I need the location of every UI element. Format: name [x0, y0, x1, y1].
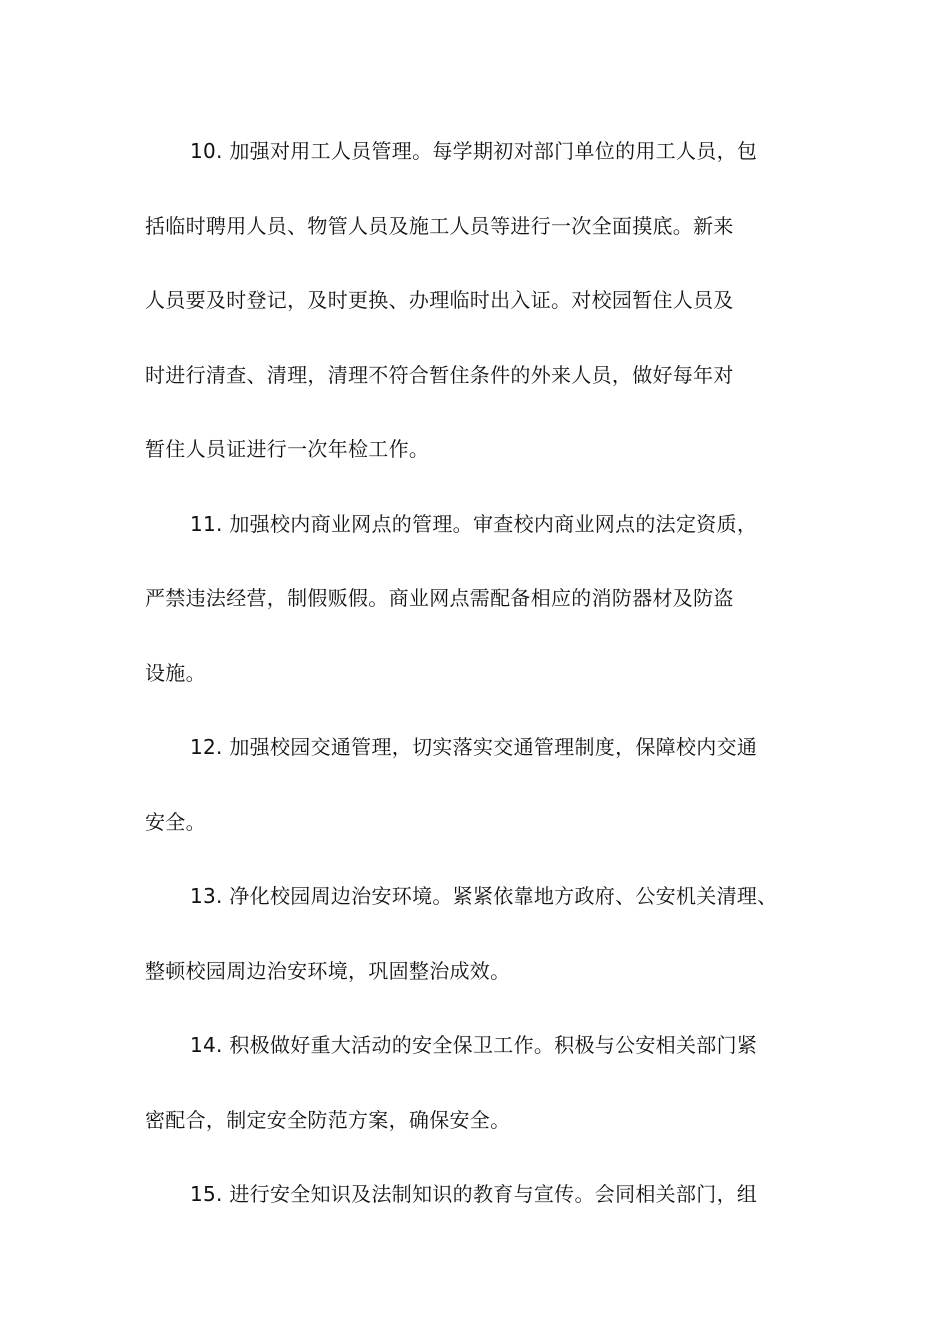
document-body: [145, 128, 810, 1246]
paragraph-line: 13. 净化校园周边治安环境。紧紧依靠地方政府、公安机关清理、: [190, 884, 778, 908]
paragraph-line: 严禁违法经营，制假贩假。商业网点需配备相应的消防器材及防盗: [145, 586, 734, 610]
paragraph-line: 暂住人员证进行一次年检工作。: [145, 437, 430, 461]
paragraph-line: 人员要及时登记，及时更换、办理临时出入证。对校园暂住人员及: [145, 288, 734, 312]
paragraph-line: 14. 积极做好重大活动的安全保卫工作。积极与公安相关部门紧: [190, 1033, 758, 1057]
paragraph-line: 11. 加强校内商业网点的管理。审查校内商业网点的法定资质，: [190, 511, 758, 536]
paragraph-line: 密配合，制定安全防范方案，确保安全。: [145, 1107, 511, 1132]
paragraph-line: 10. 加强对用工人员管理。每学期初对部门单位的用工人员，包: [190, 139, 758, 163]
paragraph-line: 括临时聘用人员、物管人员及施工人员等进行一次全面摸底。新来: [145, 213, 734, 238]
paragraph-12: [145, 724, 810, 873]
paragraph-13: [145, 873, 810, 1022]
paragraph-10: [145, 128, 810, 501]
paragraph-line: 15. 进行安全知识及法制知识的教育与宣传。会同相关部门，组: [190, 1182, 758, 1206]
paragraph-11: [145, 501, 810, 725]
paragraph-15: [145, 1171, 810, 1246]
paragraph-14: [145, 1022, 810, 1171]
paragraph-line: 整顿校园周边治安环境，巩固整治成效。: [145, 958, 511, 983]
paragraph-line: 时进行清查、清理，清理不符合暂住条件的外来人员，做好每年对: [145, 362, 734, 387]
paragraph-line: 设施。: [145, 660, 206, 685]
paragraph-line: 12. 加强校园交通管理，切实落实交通管理制度，保障校内交通: [190, 735, 758, 759]
paragraph-line: 安全。: [145, 809, 206, 834]
